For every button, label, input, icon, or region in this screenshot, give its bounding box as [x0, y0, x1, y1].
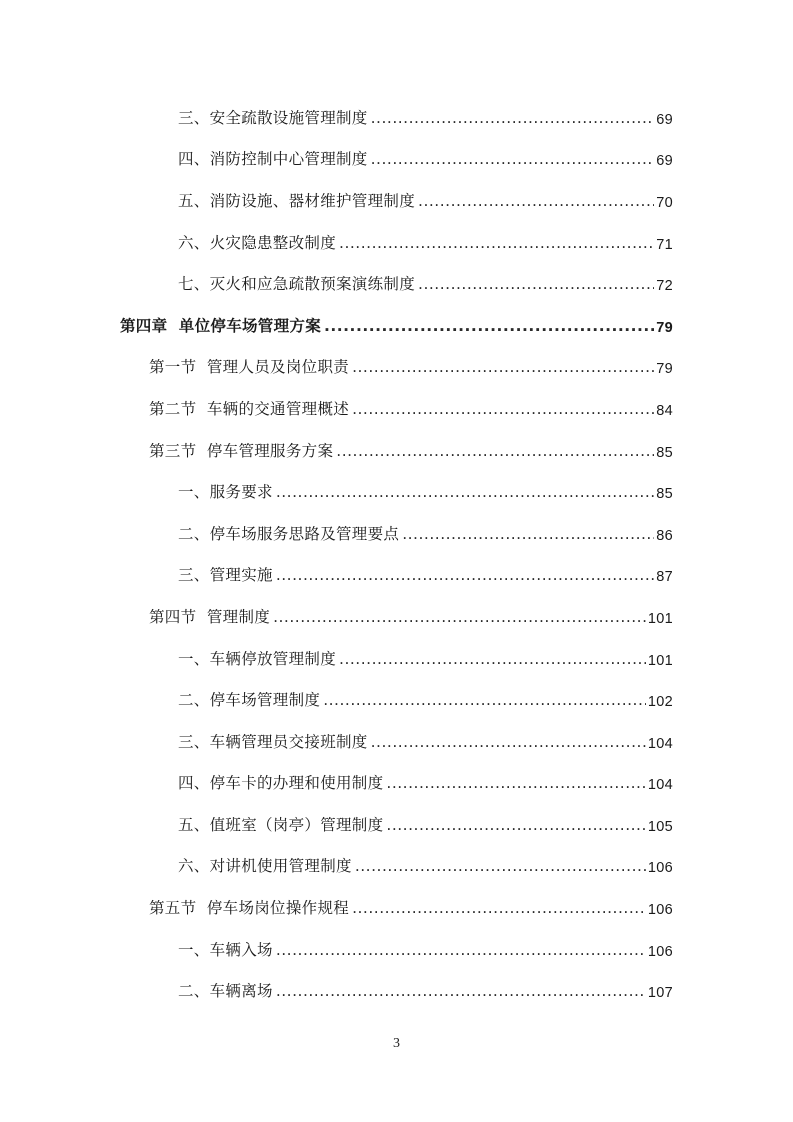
toc-entry-page: 101 — [647, 610, 673, 627]
toc-chapter-entry[interactable] — [0, 304, 793, 346]
toc-leader-dots — [336, 442, 654, 460]
toc-leader-dots — [276, 566, 654, 584]
toc-entry[interactable] — [0, 803, 793, 845]
toc-entry-page: 79 — [656, 361, 673, 378]
toc-entry-title: 五、值班室（岗亭）管理制度 — [178, 815, 384, 834]
toc-section-entry[interactable] — [0, 387, 793, 429]
toc-entry[interactable] — [0, 470, 793, 512]
toc-entry[interactable] — [0, 96, 793, 138]
toc-leader-dots — [355, 857, 646, 875]
toc-entry-title: 二、停车场服务思路及管理要点 — [178, 524, 400, 543]
toc-section-entry[interactable] — [0, 886, 793, 928]
toc-leader-dots — [418, 275, 654, 293]
toc-entry-page: 69 — [656, 153, 673, 170]
toc-entry-page: 84 — [656, 402, 673, 419]
toc-entry-page: 71 — [656, 236, 673, 253]
toc-entry-title: 第二节 车辆的交通管理概述 — [149, 399, 350, 418]
toc-entry-page: 104 — [647, 777, 673, 794]
toc-entry-title: 二、车辆离场 — [178, 982, 273, 1001]
toc-entry[interactable] — [0, 720, 793, 762]
toc-leader-dots — [273, 608, 646, 626]
toc-leader-dots — [276, 941, 646, 959]
toc-leader-dots — [352, 400, 654, 418]
table-of-contents — [0, 96, 793, 1011]
toc-entry[interactable] — [0, 221, 793, 263]
toc-entry[interactable] — [0, 678, 793, 720]
page-number: 3 — [393, 1036, 400, 1051]
toc-entry[interactable] — [0, 179, 793, 221]
toc-entry-page: 107 — [647, 985, 673, 1002]
toc-leader-dots — [339, 650, 646, 668]
toc-entry-title: 六、对讲机使用管理制度 — [178, 857, 352, 876]
toc-leader-dots — [339, 234, 654, 252]
toc-entry-page: 106 — [647, 902, 673, 919]
toc-entry-page: 104 — [647, 735, 673, 752]
toc-leader-dots — [371, 109, 655, 127]
toc-leader-dots — [352, 358, 654, 376]
toc-entry-page: 70 — [656, 194, 673, 211]
toc-entry[interactable] — [0, 554, 793, 596]
toc-leader-dots — [323, 691, 646, 709]
toc-entry-title: 四、消防控制中心管理制度 — [178, 150, 368, 169]
toc-entry-page: 85 — [656, 486, 673, 503]
toc-entry-title: 二、停车场管理制度 — [178, 691, 321, 710]
toc-leader-dots — [371, 150, 655, 168]
toc-entry-page: 79 — [656, 319, 673, 336]
toc-leader-dots — [402, 525, 654, 543]
toc-entry-page: 85 — [656, 444, 673, 461]
toc-entry[interactable] — [0, 637, 793, 679]
toc-entry-title: 五、消防设施、器材维护管理制度 — [178, 191, 416, 210]
toc-leader-dots — [276, 483, 654, 501]
toc-entry-title: 六、火灾隐患整改制度 — [178, 233, 337, 252]
toc-leader-dots — [324, 317, 654, 335]
toc-entry-page: 69 — [656, 111, 673, 128]
toc-leader-dots — [418, 192, 654, 210]
toc-entry-title: 第四节 管理制度 — [149, 607, 271, 626]
toc-entry-page: 101 — [647, 652, 673, 669]
toc-entry-title: 七、灭火和应急疏散预案演练制度 — [178, 275, 416, 294]
toc-entry-title: 四、停车卡的办理和使用制度 — [178, 774, 384, 793]
toc-entry-title: 一、服务要求 — [178, 483, 273, 502]
toc-leader-dots — [386, 774, 646, 792]
toc-entry-title: 第五节 停车场岗位操作规程 — [149, 899, 350, 918]
toc-entry-page: 86 — [656, 527, 673, 544]
toc-leader-dots — [386, 816, 646, 834]
toc-entry[interactable] — [0, 512, 793, 554]
toc-entry[interactable] — [0, 845, 793, 887]
toc-entry-page: 106 — [647, 860, 673, 877]
toc-leader-dots — [276, 982, 646, 1000]
toc-entry-title: 第一节 管理人员及岗位职责 — [149, 358, 350, 377]
toc-entry-title: 第四章 单位停车场管理方案 — [120, 316, 321, 335]
toc-entry-page: 105 — [647, 818, 673, 835]
toc-entry-title: 三、管理实施 — [178, 566, 273, 585]
toc-entry-title: 三、安全疏散设施管理制度 — [178, 108, 368, 127]
toc-section-entry[interactable] — [0, 346, 793, 388]
toc-entry-title: 第三节 停车管理服务方案 — [149, 441, 334, 460]
toc-leader-dots — [352, 899, 646, 917]
toc-entry-title: 三、车辆管理员交接班制度 — [178, 732, 368, 751]
toc-entry-page: 106 — [647, 943, 673, 960]
toc-entry[interactable] — [0, 969, 793, 1011]
toc-section-entry[interactable] — [0, 595, 793, 637]
toc-section-entry[interactable] — [0, 429, 793, 471]
toc-entry[interactable] — [0, 262, 793, 304]
toc-entry-title: 一、车辆停放管理制度 — [178, 649, 337, 668]
toc-entry-title: 一、车辆入场 — [178, 940, 273, 959]
toc-leader-dots — [371, 733, 646, 751]
toc-entry-page: 102 — [647, 694, 673, 711]
toc-entry-page: 87 — [656, 569, 673, 586]
toc-entry[interactable] — [0, 138, 793, 180]
toc-entry[interactable] — [0, 762, 793, 804]
toc-entry[interactable] — [0, 928, 793, 970]
toc-entry-page: 72 — [656, 278, 673, 295]
